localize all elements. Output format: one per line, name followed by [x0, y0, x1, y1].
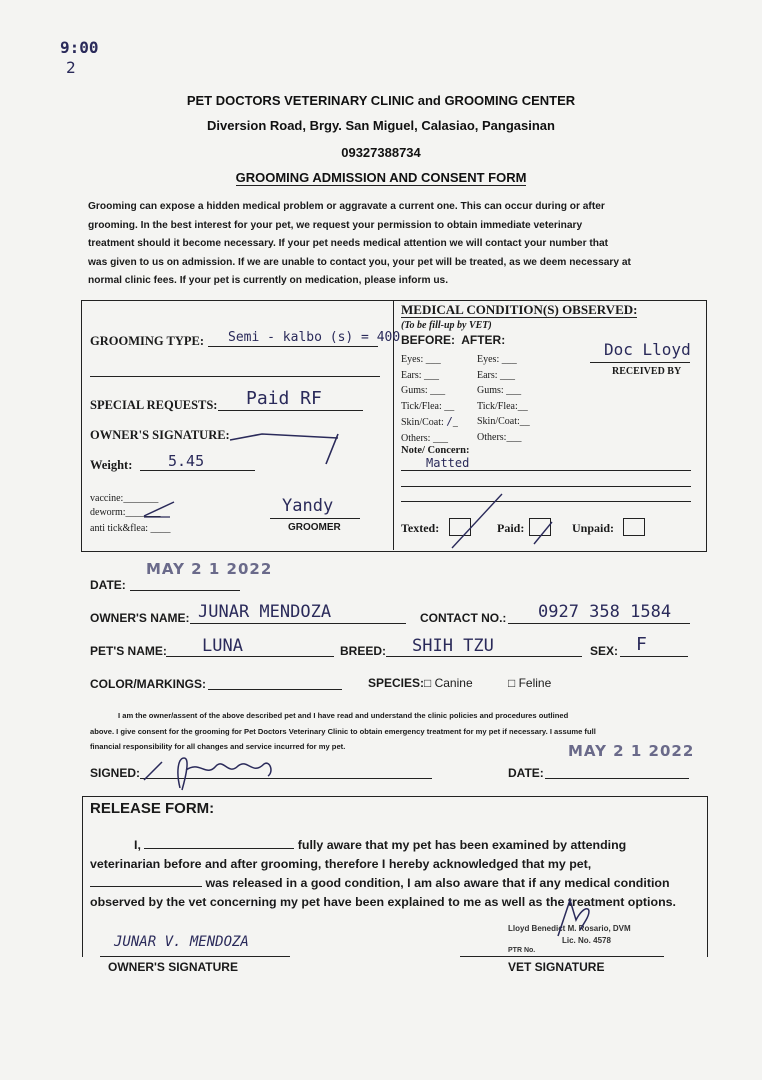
intro-line: normal clinic fees. If your pet is currently on medication, please inform us. [88, 275, 449, 286]
release-line: I, [134, 838, 141, 852]
after-row: Gums: ___ [477, 385, 522, 396]
after-row: Eyes: ___ [477, 354, 517, 365]
before-row: Tick/Flea: __ [401, 400, 455, 412]
contact-line [508, 623, 690, 624]
consent-line: I am the owner/assent of the above described pet and I have read and understand the clinic policies and procedures outlined [118, 711, 569, 720]
date-stamp: MAY 2 1 2022 [146, 560, 273, 578]
grooming-type-line [208, 346, 378, 347]
paid-label: Paid: [497, 521, 525, 535]
color-markings-line [208, 689, 342, 690]
pet-name-value[interactable]: LUNA [202, 636, 243, 656]
checkbox-marks [440, 490, 580, 550]
grooming-type-value[interactable]: Semi - kalbo (s) = 400 [228, 330, 401, 345]
canine-option[interactable]: □ Canine [424, 676, 473, 690]
unpaid-checkbox[interactable] [623, 518, 645, 536]
intro-line: treatment should it become necessary. If your pet needs medical attention we will contact your number that [88, 238, 609, 249]
contact-value[interactable]: 0927 358 1584 [538, 602, 672, 622]
weight-line [140, 470, 255, 471]
received-by-value[interactable]: Doc Lloyd [604, 340, 691, 359]
note-label: Note/ Concern: [401, 445, 470, 456]
groomer-value[interactable]: Yandy [282, 496, 334, 516]
after-row-label: Eyes: [477, 354, 500, 365]
before-row: Skin/Coat: /_ [401, 415, 458, 428]
before-row-label: Others: [401, 432, 431, 444]
groomer-line [270, 518, 360, 519]
contact-label: CONTACT NO.: [420, 611, 507, 625]
clinic-address: Diversion Road, Brgy. San Miguel, Calasiao, Pangasinan [207, 118, 555, 133]
owner-signature-label: OWNER'S SIGNATURE [108, 960, 238, 974]
after-row: Tick/Flea:__ [477, 400, 528, 412]
breed-line [386, 656, 582, 657]
owner-name-value[interactable]: JUNAR MENDOZA [198, 602, 332, 622]
form-title: GROOMING ADMISSION AND CONSENT FORM [235, 170, 527, 185]
release-line: fully aware that my pet has been examined by attending [297, 838, 627, 852]
release-line: observed by the vet concerning my pet have been explained to me as well as the treatment options. [90, 895, 676, 909]
after-row-label: Others: [477, 431, 507, 443]
after-row: Ears: ___ [477, 369, 516, 381]
sex-value[interactable]: F [636, 634, 647, 655]
medical-subtitle: (To be fill-up by VET) [401, 320, 492, 331]
canine-label: Canine [434, 676, 473, 690]
weight-label: Weight: [90, 458, 133, 472]
after-row: Skin/Coat:__ [477, 416, 530, 427]
intro-line: was given to us on admission. If we are unable to contact you, your pet will be treated, as we deem necessary at [88, 256, 631, 268]
after-row: Others:___ [477, 431, 522, 443]
after-row-label: Gums: [477, 385, 504, 396]
intro-paragraph [88, 198, 694, 291]
pet-name-line [166, 656, 334, 657]
extra-line [90, 376, 380, 377]
vet-stamp-ptr: PTR No. [508, 947, 536, 954]
received-by-label: RECEIVED BY [612, 366, 682, 377]
intro-line: grooming. In the best interest for your pet, we request your permission to obtain immediate veterinary [88, 219, 583, 231]
before-row: Others: ___ [401, 432, 448, 444]
before-row: Gums: ___ [401, 385, 446, 396]
owner-initial-signature [228, 428, 368, 468]
vet-stamp-name: Lloyd Benedict M. Rosario, DVM [508, 924, 631, 933]
consent-date-stamp: MAY 2 1 2022 [568, 742, 695, 760]
deworm-label: deworm:_______ [90, 507, 161, 518]
before-column [401, 352, 458, 446]
breed-value[interactable]: SHIH TZU [412, 636, 494, 656]
consent-line: financial responsibility for all changes and service incurred for my pet. [90, 742, 346, 751]
vet-stamp-license: Lic. No. 4578 [562, 936, 611, 945]
before-after-label: BEFORE: AFTER: [401, 333, 506, 347]
unpaid-label: Unpaid: [572, 521, 615, 535]
note-line-2 [401, 486, 691, 487]
color-markings-label: COLOR/MARKINGS: [90, 677, 206, 691]
note-line-1 [401, 470, 691, 471]
before-row-label: Skin/Coat: [401, 417, 444, 428]
vet-signature-scribble [540, 896, 600, 940]
antitick-label: anti tick&flea: ____ [90, 523, 171, 534]
before-row-label: Tick/Flea: [401, 400, 442, 412]
owner-signature-label: OWNER'S SIGNATURE: [90, 428, 230, 442]
date-line [130, 590, 240, 591]
consent-date-line [545, 778, 689, 779]
medical-title: MEDICAL CONDITION(S) OBSERVED: [401, 302, 638, 317]
weight-value[interactable]: 5.45 [168, 452, 205, 470]
owner-signature-scribble [140, 752, 290, 794]
signed-label: SIGNED: [90, 766, 141, 780]
owner-release-signature: JUNAR V. MENDOZA [114, 934, 249, 950]
before-row: Eyes: ___ [401, 354, 441, 365]
consent-date-label: DATE: [508, 766, 544, 780]
breed-label: BREED: [340, 644, 387, 658]
before-row: Ears: ___ [401, 369, 440, 381]
grooming-type-label: GROOMING TYPE: [90, 334, 205, 348]
vet-sig-line [460, 956, 664, 957]
species-label: SPECIES: [368, 676, 425, 690]
intro-line: Grooming can expose a hidden medical problem or aggravate a current one. This can occur during or after [88, 201, 605, 212]
consent-line: above. I give consent for the grooming for Pet Doctors Veterinary Clinic to obtain emergency treatment for my pet if necessary. I assume full [90, 726, 596, 736]
owner-release-sig-line [100, 956, 290, 957]
release-line: was released in a good condition, I am also aware that if any medical condition [205, 876, 670, 890]
vaccine-label-text: vaccine: [90, 493, 124, 504]
sex-label: SEX: [590, 644, 619, 658]
special-requests-label: SPECIAL REQUESTS: [90, 398, 218, 412]
sex-line [620, 656, 688, 657]
feline-label: Feline [518, 676, 552, 690]
release-line: veterinarian before and after grooming, therefore I hereby acknowledged that my pet, [90, 857, 592, 871]
before-row-label: Eyes: [401, 354, 424, 365]
after-column [477, 352, 530, 445]
deworm-check-mark [140, 500, 180, 520]
received-by-line [590, 362, 690, 363]
owner-name-line [190, 623, 406, 624]
special-requests-line [218, 410, 363, 411]
before-row-label: Gums: [401, 385, 428, 396]
antitick-label-text: anti tick&flea: [90, 523, 149, 534]
after-row-label: Skin/Coat: [477, 416, 520, 427]
corner-time-note: 9:00 [60, 38, 99, 57]
after-row-label: Ears: [477, 369, 498, 381]
before-row-label: Ears: [401, 369, 422, 381]
after-row-label: Tick/Flea: [477, 400, 518, 412]
clinic-name: PET DOCTORS VETERINARY CLINIC and GROOMING CENTER [186, 93, 576, 108]
date-label: DATE: [90, 578, 126, 592]
groomer-label: GROOMER [288, 522, 341, 533]
texted-label: Texted: [401, 521, 440, 535]
owner-name-label: OWNER'S NAME: [90, 611, 190, 625]
release-title: RELEASE FORM: [90, 800, 215, 817]
deworm-label-text: deworm: [90, 507, 126, 518]
vaccine-label: vaccine:_______ [90, 493, 159, 504]
pet-name-label: PET'S NAME: [90, 644, 167, 658]
special-requests-value[interactable]: Paid RF [246, 388, 322, 409]
clinic-phone: 09327388734 [341, 145, 421, 160]
corner-number-note: 2 [66, 58, 76, 77]
feline-option[interactable]: □ Feline [508, 676, 552, 690]
note-value[interactable]: Matted [426, 456, 470, 470]
vet-signature-label: VET SIGNATURE [508, 960, 605, 974]
